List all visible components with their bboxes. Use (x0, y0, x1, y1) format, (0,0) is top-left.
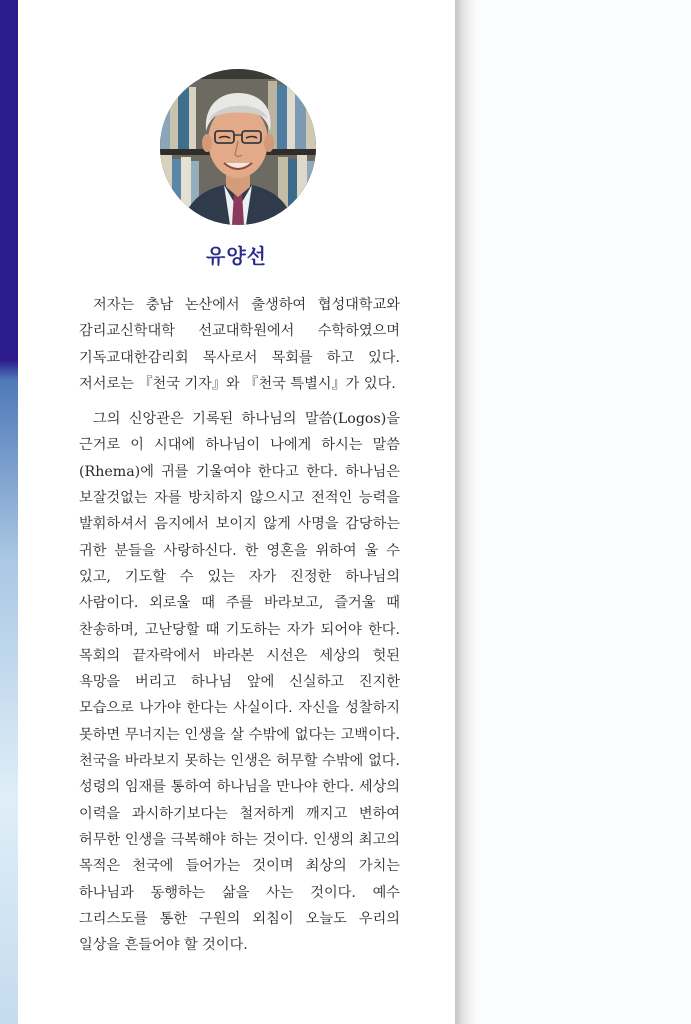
bio-paragraph-1: 저자는 충남 논산에서 출생하여 협성대학교와 감리교신학대학 선교대학원에서 수학하였으며 기독교대한감리회 목사로서 목회를 하고 있다. 저서로는 『천국 기자』와 『천국 특별시』가 있다. (79, 297, 400, 392)
cover-spine-band (0, 0, 18, 1024)
author-name: 유양선 (206, 244, 267, 268)
author-portrait (160, 69, 316, 225)
cover-right-area (455, 0, 691, 1024)
author-bio (79, 292, 400, 958)
bio-paragraph-2: 그의 신앙관은 기록된 하나님의 말씀(Logos)을 근거로 이 시대에 하나님이 나에게 하시는 말씀(Rhema)에 귀를 기울여야 한다고 한다. 하나님은 보잘것없는 자를 방치하지 않으시고 전적인 능력을 발휘하셔서 음지에서 보이지 않게 사명을 감당하는 귀한 분들을 사랑하신다. 한 영혼을 위하여 울 수 있고, 기도할 수 있는 자가 진정한 하나님의 사람이다. 외로울 때 주를 바라보고, 즐거울 때 찬송하며, 고난당할 때 기도하는 자가 되어야 한다. 목회의 끝자락에서 바라본 시선은 세상의 헛된 욕망을 버리고 하나님 앞에 신실하고 진지한 모습으로 나가야 한다는 사실이다. 자신을 성찰하지 못하면 무너지는 인생을 살 수밖에 없다는 고백이다. 천국을 바라보지 못하는 인생은 허무할 수밖에 없다. 성령의 임재를 통하여 하나님을 만나야 한다. 세상의 이력을 과시하기보다는 철저하게 깨지고 변하여 허무한 인생을 극복해야 하는 것이다. 인생의 최고의 목적은 천국에 들어가는 것이며 최상의 가치는 하나님과 동행하는 삶을 사는 것이다. 예수 그리스도를 통한 구원의 외침이 오늘도 우리의 일상을 흔들어야 할 것이다. (79, 411, 400, 954)
page-fold-shadow (455, 0, 477, 1024)
author-photo (160, 69, 316, 225)
